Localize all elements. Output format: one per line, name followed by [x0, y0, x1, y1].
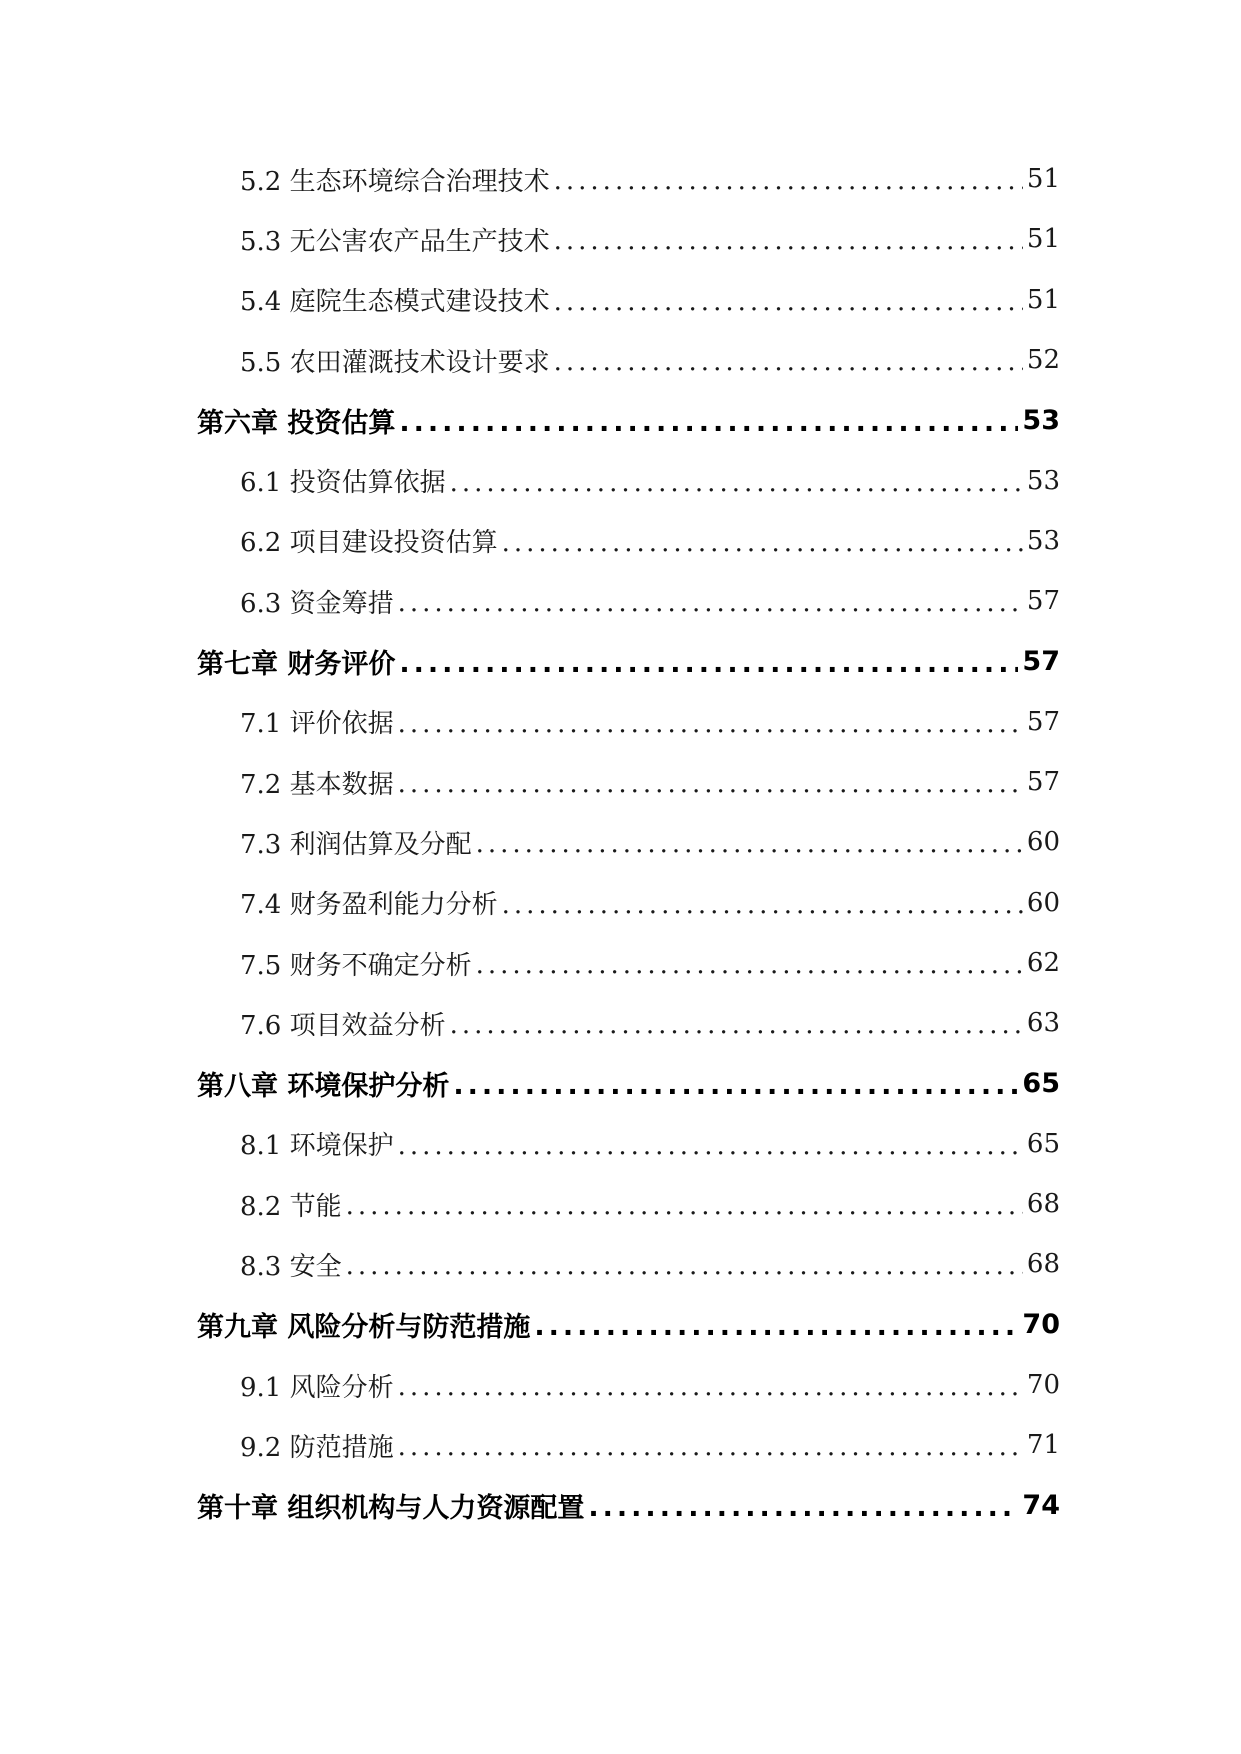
toc-chapter-title: 第九章 风险分析与防范措施 — [197, 1312, 531, 1344]
toc-page-number: 53 — [1026, 525, 1060, 556]
toc-page-number: 65 — [1022, 1068, 1060, 1100]
toc-page-number: 74 — [1022, 1490, 1060, 1522]
toc-leader-dots — [450, 1010, 1023, 1040]
toc-entry-title: 8.1 环境保护 — [240, 1131, 394, 1162]
toc-entry-6-2[interactable] — [0, 511, 1060, 571]
toc-page-number: 53 — [1022, 404, 1060, 436]
toc-entry-7-3[interactable] — [0, 812, 1060, 872]
toc-entry-7-5[interactable] — [0, 933, 1060, 993]
toc-page-number: 68 — [1026, 1189, 1060, 1220]
toc-entry-title: 7.4 财务盈利能力分析 — [240, 890, 498, 921]
toc-entry-title: 9.1 风险分析 — [240, 1372, 394, 1403]
toc-leader-dots — [346, 1191, 1023, 1221]
toc-leader-dots — [450, 468, 1023, 498]
toc-entry-8-1[interactable] — [0, 1114, 1060, 1174]
toc-entry-9-1[interactable] — [0, 1355, 1060, 1415]
toc-entry-9-2[interactable] — [0, 1415, 1060, 1475]
toc-page-number: 57 — [1026, 586, 1060, 617]
toc-entry-title: 7.2 基本数据 — [240, 769, 394, 800]
toc-entry-title: 8.2 节能 — [240, 1191, 342, 1222]
toc-entry-title: 5.4 庭院生态模式建设技术 — [240, 287, 550, 318]
toc-leader-dots — [502, 890, 1023, 920]
toc-entry-6-1[interactable] — [0, 450, 1060, 510]
toc-entry-7-2[interactable] — [0, 752, 1060, 812]
toc-leader-dots — [554, 226, 1023, 256]
toc-page-number: 71 — [1026, 1430, 1060, 1461]
toc-entry-title: 5.2 生态环境综合治理技术 — [240, 166, 550, 197]
toc-entry-5-5[interactable] — [0, 330, 1060, 390]
toc-leader-dots — [398, 1432, 1023, 1462]
toc-chapter-8[interactable] — [0, 1053, 1060, 1113]
toc-entry-title: 6.1 投资估算依据 — [240, 468, 446, 499]
toc-leader-dots — [398, 588, 1023, 618]
toc-entry-title: 7.1 评价依据 — [240, 709, 394, 740]
toc-leader-dots — [398, 1372, 1023, 1402]
toc-page-number: 68 — [1026, 1249, 1060, 1280]
toc-entry-6-3[interactable] — [0, 571, 1060, 631]
toc-page-number: 53 — [1026, 465, 1060, 496]
toc-entry-5-2[interactable] — [0, 149, 1060, 209]
toc-leader-dots — [588, 1492, 1018, 1523]
toc-chapter-title: 第七章 财务评价 — [197, 649, 396, 681]
toc-leader-dots — [476, 829, 1023, 859]
toc-page-number: 63 — [1026, 1008, 1060, 1039]
toc-entry-title: 9.2 防范措施 — [240, 1432, 394, 1463]
toc-entry-title: 6.2 项目建设投资估算 — [240, 528, 498, 559]
toc-page-number: 65 — [1026, 1128, 1060, 1159]
toc-entry-8-3[interactable] — [0, 1234, 1060, 1294]
toc-page-number: 60 — [1026, 887, 1060, 918]
toc-leader-dots — [502, 528, 1023, 558]
toc-chapter-title: 第十章 组织机构与人力资源配置 — [197, 1493, 585, 1525]
toc-page-number: 51 — [1026, 284, 1060, 315]
toc-page-number: 51 — [1026, 164, 1060, 195]
toc-chapter-6[interactable] — [0, 390, 1060, 450]
toc-leader-dots — [399, 648, 1018, 679]
toc-chapter-9[interactable] — [0, 1295, 1060, 1355]
toc-leader-dots — [398, 769, 1023, 799]
toc-leader-dots — [534, 1311, 1018, 1342]
toc-leader-dots — [398, 709, 1023, 739]
toc-page-number: 62 — [1026, 948, 1060, 978]
toc-entry-title: 8.3 安全 — [240, 1251, 342, 1282]
toc-page-number: 57 — [1022, 646, 1060, 678]
toc-entry-title: 7.6 项目效益分析 — [240, 1010, 446, 1041]
toc-leader-dots — [554, 347, 1023, 377]
toc-chapter-title: 第八章 环境保护分析 — [197, 1071, 450, 1103]
toc-entry-title: 7.3 利润估算及分配 — [240, 829, 472, 860]
toc-page-number: 70 — [1022, 1309, 1060, 1341]
toc-entry-title: 5.3 无公害农产品生产技术 — [240, 226, 550, 257]
toc-entry-7-1[interactable] — [0, 692, 1060, 752]
toc-entry-5-4[interactable] — [0, 270, 1060, 330]
toc-entry-title: 6.3 资金筹措 — [240, 588, 394, 619]
toc-leader-dots — [554, 166, 1023, 196]
toc-entry-title: 5.5 农田灌溉技术设计要求 — [240, 347, 550, 378]
toc-leader-dots — [398, 1131, 1023, 1161]
toc-leader-dots — [554, 287, 1023, 317]
toc-entry-title: 7.5 财务不确定分析 — [240, 950, 472, 981]
toc-leader-dots — [453, 1070, 1018, 1101]
toc-page-number: 57 — [1026, 706, 1060, 737]
toc-page-number: 60 — [1026, 827, 1060, 858]
toc-page-number: 57 — [1026, 767, 1060, 798]
table-of-contents — [0, 149, 1241, 1536]
toc-page-number: 51 — [1026, 224, 1060, 255]
toc-leader-dots — [346, 1251, 1023, 1281]
toc-entry-7-6[interactable] — [0, 993, 1060, 1053]
toc-entry-8-2[interactable] — [0, 1174, 1060, 1234]
toc-page-number: 70 — [1026, 1370, 1060, 1401]
toc-chapter-7[interactable] — [0, 631, 1060, 691]
toc-leader-dots — [399, 407, 1018, 438]
toc-leader-dots — [476, 950, 1023, 980]
toc-page-number: 52 — [1026, 345, 1060, 376]
toc-entry-5-3[interactable] — [0, 209, 1060, 269]
toc-chapter-title: 第六章 投资估算 — [197, 407, 396, 439]
toc-chapter-10[interactable] — [0, 1476, 1060, 1536]
toc-entry-7-4[interactable] — [0, 873, 1060, 933]
